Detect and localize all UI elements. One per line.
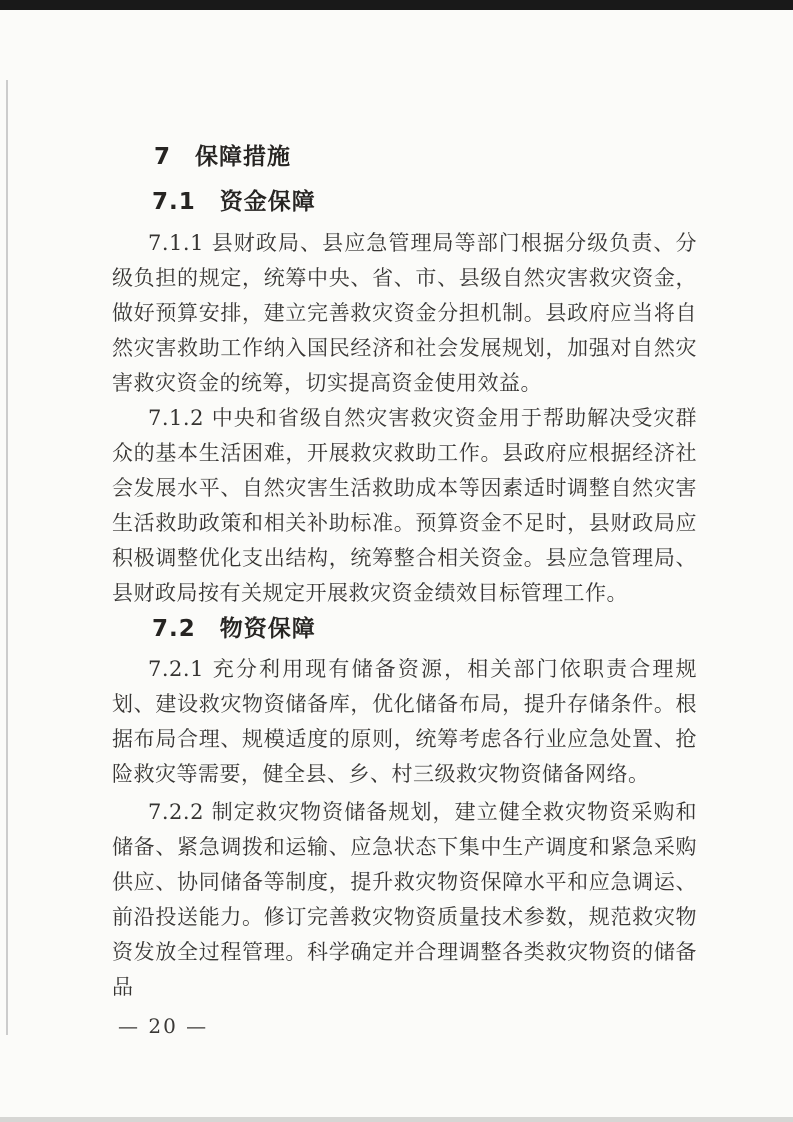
paragraph-7-1-1: 7.1.1 县财政局、县应急管理局等部门根据分级负责、分级负担的规定，统筹中央、省、市、县级自然灾害救灾资金，做好预算安排，建立完善救灾资金分担机制。县政府应当将自然灾害救助工作纳入国民经济和社会发展规划，加强对自然灾害救灾资金的统筹，切实提高资金使用效益。: [112, 231, 697, 395]
paragraph-7-2-1: 7.2.1 充分利用现有储备资源，相关部门依职责合理规划、建设救灾物资储备库，优化储备布局，提升存储条件。根据布局合理、规模适度的原则，统筹考虑各行业应急处置、抢险救灾等需要，健全县、乡、村三级救灾物资储备网络。: [112, 657, 697, 786]
chapter-heading-7: 7 保障措施: [154, 144, 292, 170]
section-heading-7-2: 7.2 物资保障: [152, 616, 316, 642]
scan-artifact-left-edge: [6, 80, 8, 1035]
document-content: [112, 0, 697, 1005]
paragraph-7-1-2: 7.1.2 中央和省级自然灾害救灾资金用于帮助解决受灾群众的基本生活困难，开展救灾救助工作。县政府应根据经济社会发展水平、自然灾害生活救助成本等因素适时调整自然灾害生活救助政策和相关补助标准。预算资金不足时，县财政局应积极调整优化支出结构，统筹整合相关资金。县应急管理局、县财政局按有关规定开展救灾资金绩效目标管理工作。: [112, 406, 697, 605]
paragraph-7-2-2: 7.2.2 制定救灾物资储备规划，建立健全救灾物资采购和储备、紧急调拨和运输、应急状态下集中生产调度和紧急采购供应、协同储备等制度，提升救灾物资保障水平和应急调运、前沿投送能力。修订完善救灾物资质量技术参数，规范救灾物资发放全过程管理。科学确定并合理调整各类救灾物资的储备品: [112, 800, 697, 999]
page-number: — 20 —: [118, 1014, 209, 1038]
page-footer: [118, 1014, 208, 1038]
section-heading-7-1: 7.1 资金保障: [152, 189, 316, 215]
scan-artifact-bottom-edge: [0, 1117, 793, 1122]
